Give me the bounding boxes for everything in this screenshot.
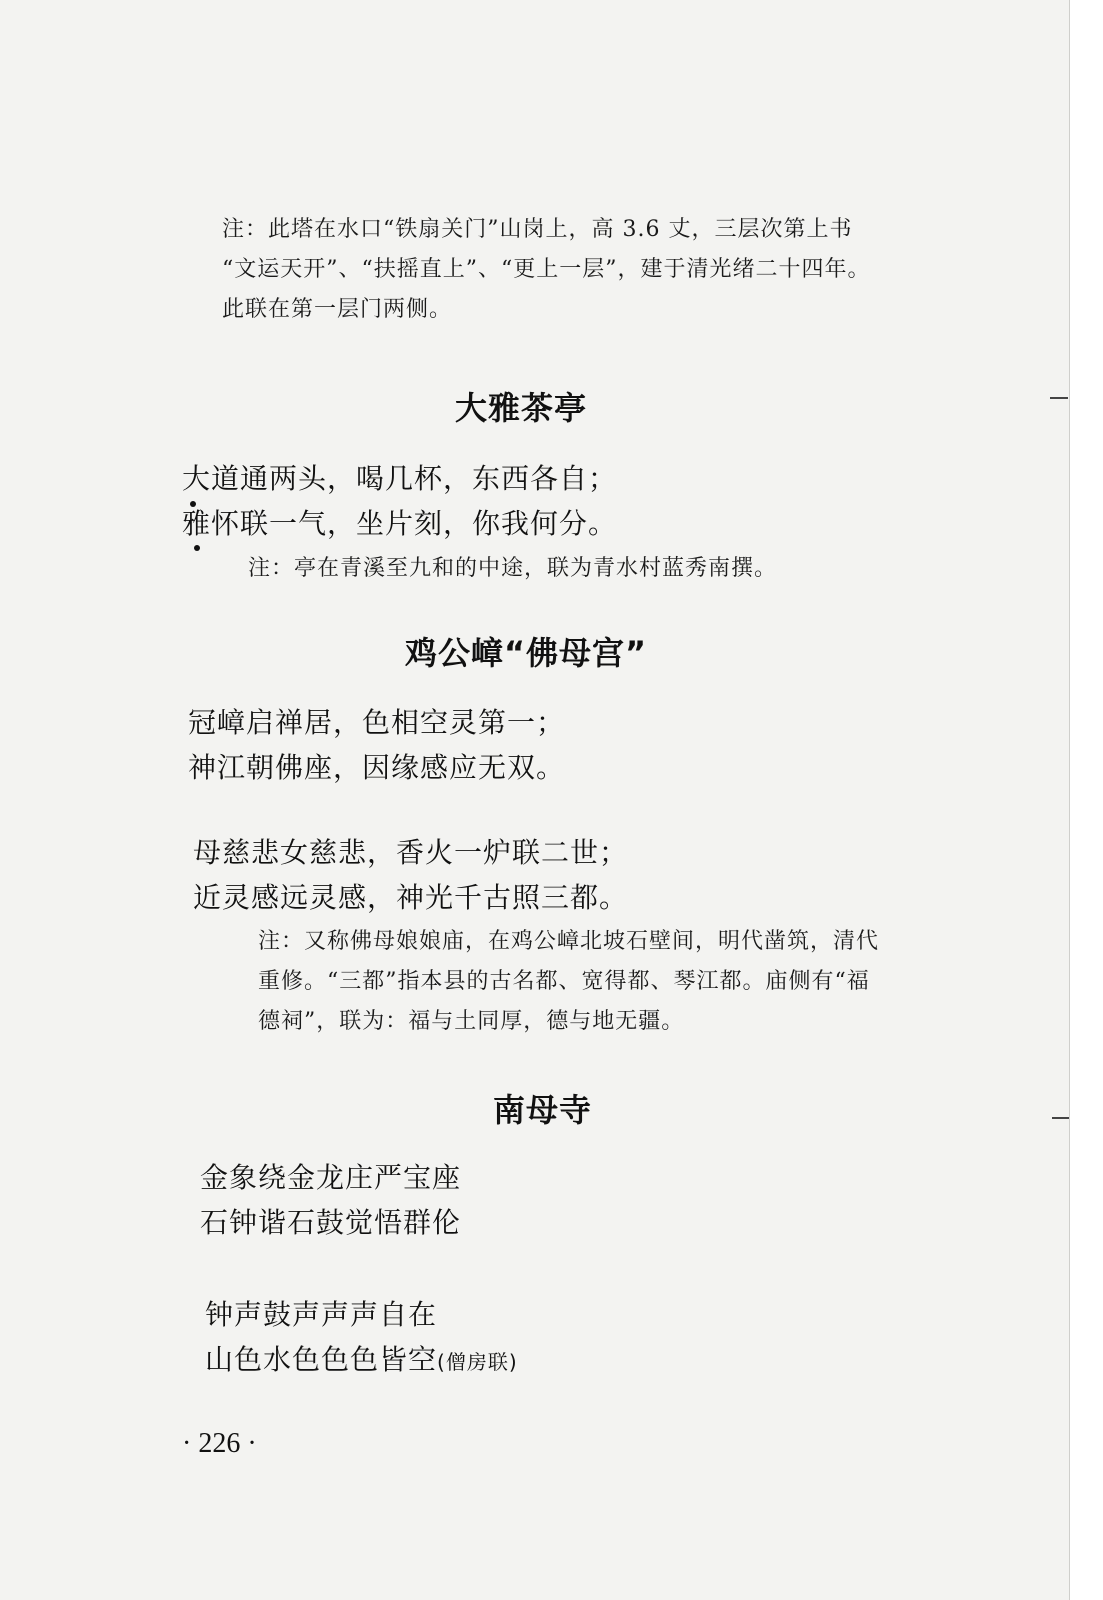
- couplet-line: 石钟谐石鼓觉悟群伦: [200, 1206, 462, 1239]
- emphasis-dot: [190, 501, 196, 507]
- scan-mark: [1050, 397, 1068, 399]
- couplet-line: 金象绕金龙庄严宝座: [200, 1161, 462, 1194]
- top-note-line: 注：此塔在水口“铁扇关门”山岗上，高 3.6 丈，三层次第上书: [222, 217, 853, 242]
- couplet: [205, 1292, 518, 1385]
- couplet-line-text: 山色水色色色皆空: [205, 1343, 438, 1376]
- couplet: [193, 830, 628, 920]
- couplet-line: 冠嶂启禅居，色相空灵第一；: [188, 706, 566, 739]
- top-note: [222, 210, 870, 330]
- top-note-line: 此联在第一层门两侧。: [222, 297, 453, 322]
- note-line: 注：亭在青溪至九和的中途，联为青水村蓝秀南撰。: [248, 556, 778, 581]
- scan-margin: [1070, 0, 1103, 1600]
- note-line: 德祠”，联为：福与土同厚，德与地无疆。: [258, 1009, 685, 1034]
- couplet-line: 神江朝佛座，因缘感应无双。: [188, 751, 566, 784]
- section-note: [258, 922, 879, 1042]
- emphasis-dot: [194, 545, 200, 551]
- note-line: 重修。“三都”指本县的古名都、宽得都、琴江都。庙侧有“福: [258, 969, 870, 994]
- couplet: [200, 1155, 461, 1245]
- section-title: 鸡公嶂“佛母宫”: [405, 634, 648, 672]
- section-title: 南母寺: [493, 1091, 593, 1129]
- couplet: [188, 700, 565, 790]
- section-note: [248, 549, 777, 589]
- section-title: 大雅茶亭: [455, 389, 588, 427]
- couplet-line: [205, 1337, 518, 1385]
- page-number: · 226 ·: [182, 1428, 257, 1459]
- couplet-line: 母慈悲女慈悲，香火一炉联二世；: [193, 836, 629, 869]
- note-line: 注：又称佛母娘娘庙，在鸡公嶂北坡石壁间，明代凿筑，清代: [258, 929, 880, 954]
- couplet-annotation: (僧房联): [437, 1350, 518, 1374]
- top-note-line: “文运天开”、“扶摇直上”、“更上一层”，建于清光绪二十四年。: [222, 257, 871, 282]
- couplet-line: 钟声鼓声声声自在: [205, 1298, 438, 1331]
- couplet-line: 大道通两头，喝几杯，东西各自；: [182, 462, 618, 495]
- couplet: [182, 456, 617, 546]
- scan-mark: [1052, 1117, 1070, 1119]
- couplet-line: 雅怀联一气，坐片刻，你我何分。: [182, 507, 618, 540]
- couplet-line: 近灵感远灵感，神光千古照三都。: [193, 881, 629, 914]
